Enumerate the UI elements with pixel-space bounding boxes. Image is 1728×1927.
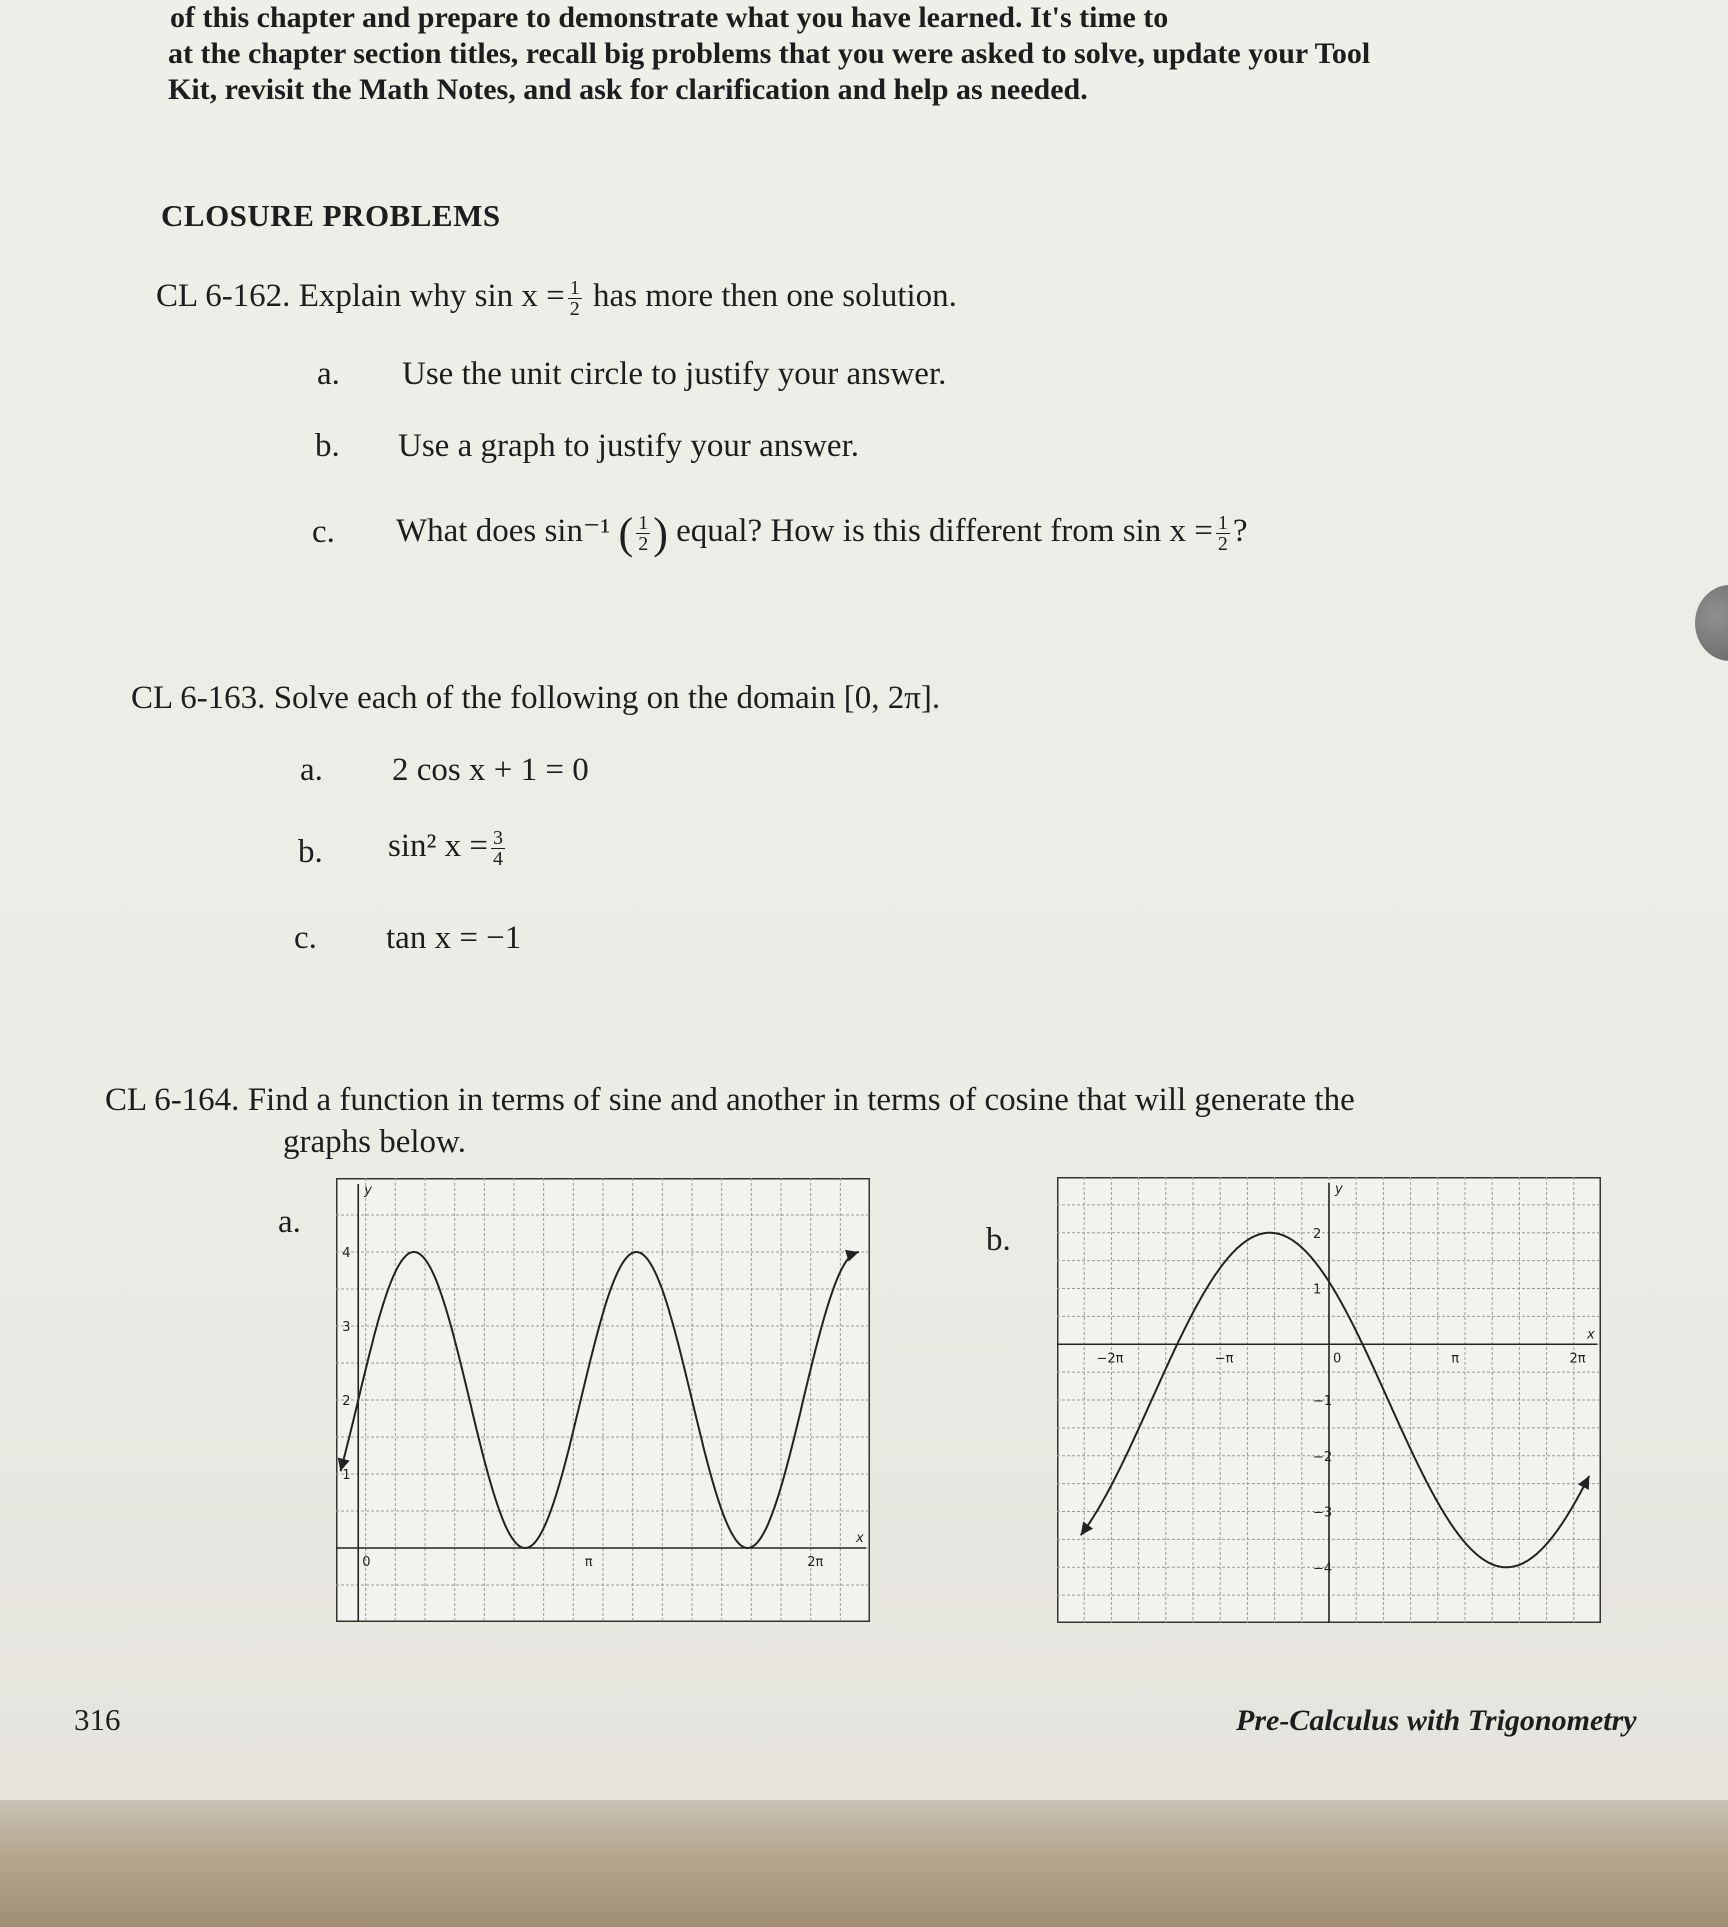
graph-a-label: a. (278, 1204, 301, 1240)
y-tick-label: −4 (1313, 1561, 1333, 1577)
binder-hole (1695, 585, 1728, 661)
problem-162-id: CL 6-162. (156, 278, 291, 315)
y-tick-label: 1 (1313, 1282, 1322, 1298)
y-tick-label: 1 (342, 1468, 351, 1483)
graph-b-label: b. (986, 1222, 1011, 1258)
intro-line-2: at the chapter section titles, recall big problems that you were asked to solve, update your Tool (168, 37, 1371, 70)
problem-163-part-b-text: sin² x = $\frac{3}{4}$ (388, 827, 504, 870)
page-edge-shadow (0, 1800, 1728, 1927)
intro-line-3: Kit, revisit the Math Notes, and ask for clarification and help as needed. (168, 73, 1088, 106)
y-tick-label: −1 (1313, 1394, 1333, 1409)
problem-163-part-c-letter: c. (294, 920, 317, 956)
fraction: $\frac{1}{2}$ (569, 277, 580, 320)
x-tick-label: π (584, 1555, 593, 1570)
graph-a (336, 1178, 870, 1622)
problem-162-text-post: has more then one solution. (593, 278, 957, 315)
y-tick-label: 3 (342, 1320, 351, 1335)
x-tick-label: 0 (362, 1555, 371, 1570)
x-tick-label: 2π (1569, 1351, 1586, 1367)
problem-162 (156, 278, 957, 319)
x-tick-label: −π (1214, 1351, 1234, 1367)
book-title: Pre-Calculus with Trigonometry (1236, 1704, 1637, 1737)
problem-162-part-c-text: What does sin⁻¹ ( $\frac{1}{2}$ ) equal? How is this different from sin x = $\frac{1}{2}$ ? (396, 509, 1248, 558)
problem-163-part-a-text: 2 cos x + 1 = 0 (392, 752, 589, 788)
graph-a-svg (336, 1178, 870, 1622)
y-tick-label: −3 (1313, 1505, 1333, 1521)
y-tick-label: 2 (342, 1394, 351, 1409)
y-tick-label: 2 (1313, 1226, 1322, 1242)
y-axis-label: y (364, 1183, 372, 1198)
x-tick-label: 2π (807, 1555, 824, 1570)
y-tick-label: −2 (1313, 1449, 1333, 1465)
problem-164-line-2: graphs below. (283, 1124, 466, 1160)
problem-163-part-b-letter: b. (298, 834, 323, 870)
problem-163-part-c-text: tan x = −1 (386, 920, 522, 956)
problem-162-part-a-letter: a. (317, 356, 340, 392)
problem-162-part-b-text: Use a graph to justify your answer. (398, 428, 859, 464)
problem-163 (131, 680, 940, 717)
page-number: 316 (74, 1702, 121, 1737)
x-axis-label: x (856, 1531, 864, 1546)
problem-162-part-a-text: Use the unit circle to justify your answer. (402, 356, 947, 392)
problem-163-part-a-letter: a. (300, 752, 323, 788)
x-tick-label: −2π (1096, 1351, 1124, 1367)
graph-b (1057, 1177, 1601, 1623)
graph-b-svg (1057, 1177, 1601, 1623)
problem-162-part-b-letter: b. (315, 428, 340, 464)
problem-162-part-c-letter: c. (312, 514, 335, 550)
x-tick-label: 0 (1333, 1351, 1342, 1367)
x-axis-label: x (1587, 1327, 1595, 1343)
intro-line-1: of this chapter and prepare to demonstrate what you have learned. It's time to (170, 1, 1169, 34)
section-heading: CLOSURE PROBLEMS (161, 198, 501, 233)
problem-162-text-pre: Explain why sin x = (298, 278, 565, 315)
x-tick-label: π (1451, 1351, 1460, 1367)
problem-163-id: CL 6-163. (131, 680, 266, 716)
problem-164-line-1: CL 6-164. Find a function in terms of sine and another in terms of cosine that will generate the (105, 1082, 1355, 1118)
y-tick-label: 4 (342, 1246, 351, 1261)
problem-163-text: Solve each of the following on the domain [0, 2π]. (273, 680, 941, 716)
y-axis-label: y (1335, 1182, 1343, 1197)
